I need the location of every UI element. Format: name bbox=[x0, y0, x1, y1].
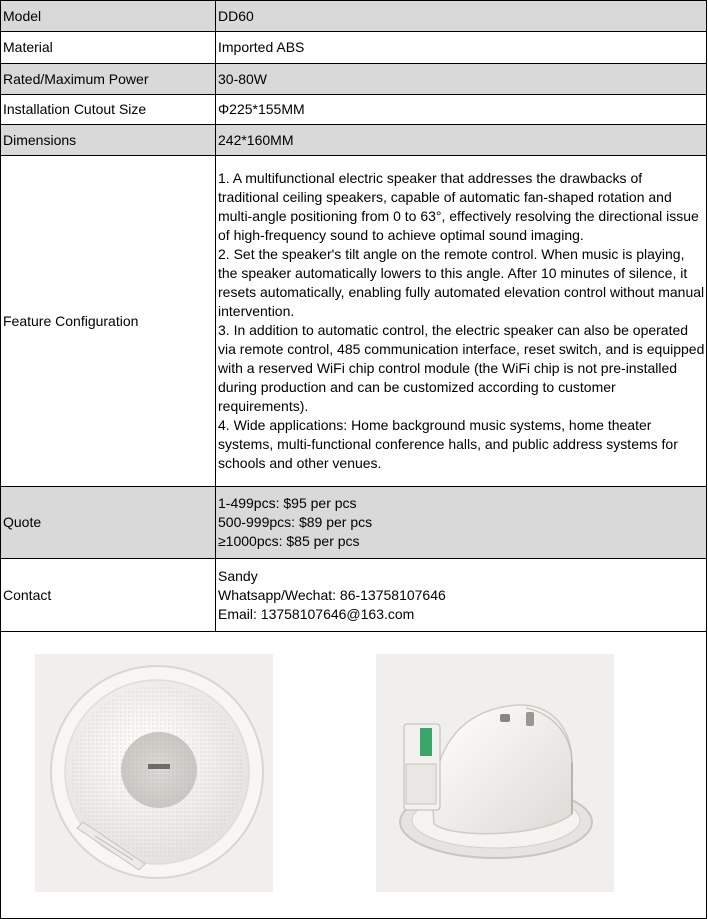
contact-value bbox=[216, 559, 707, 632]
feature-item-1: 1. A multifunctional electric speaker that addresses the drawbacks of traditional ceiling speakers, capable of automatic fan-shaped rotation and multi-angle positioning from 0 to 63°, effectively resolving the directional issue of high-frequency sound to achieve optimal sound imaging. bbox=[218, 170, 699, 243]
row-contact bbox=[1, 559, 707, 632]
material-label: Material bbox=[1, 32, 216, 64]
row-power bbox=[1, 64, 707, 95]
cutout-value: Φ225*155MM bbox=[216, 95, 707, 125]
row-cutout bbox=[1, 95, 707, 125]
speaker-front-photo bbox=[35, 654, 273, 892]
power-value: 30-80W bbox=[216, 64, 707, 95]
features-label: Feature Configuration bbox=[1, 156, 216, 487]
row-quote bbox=[1, 487, 707, 559]
quote-label: Quote bbox=[1, 487, 216, 559]
model-value: DD60 bbox=[216, 1, 707, 32]
row-material bbox=[1, 32, 707, 64]
material-value: Imported ABS bbox=[216, 32, 707, 64]
contact-email: Email: 13758107646@163.com bbox=[218, 605, 415, 622]
features-value bbox=[216, 156, 707, 487]
speaker-front-image bbox=[35, 654, 273, 892]
row-model bbox=[1, 1, 707, 32]
dimensions-value: 242*160MM bbox=[216, 125, 707, 156]
quote-line-1: 1-499pcs: $95 per pcs bbox=[218, 495, 357, 511]
contact-label: Contact bbox=[1, 559, 216, 632]
speaker-side-photo bbox=[376, 654, 614, 892]
quote-value bbox=[216, 487, 707, 559]
model-label: Model bbox=[1, 1, 216, 32]
quote-line-2: 500-999pcs: $89 per pcs bbox=[218, 514, 373, 530]
feature-item-3: 3. In addition to automatic control, the electric speaker can also be operated via remote control, 485 communication interface, reset switch, and is equipped with a reserved WiFi chip control module (the WiFi chip is not pre-installed during production and can be customized according to customer requirements). bbox=[218, 322, 705, 414]
feature-item-4: 4. Wide applications: Home background music systems, home theater systems, multi-functional conference halls, and public address systems for schools and other venues. bbox=[218, 417, 678, 471]
contact-name: Sandy bbox=[218, 567, 258, 584]
cutout-label: Installation Cutout Size bbox=[1, 95, 216, 125]
quote-line-3: ≥1000pcs: $85 per pcs bbox=[218, 533, 360, 549]
row-features bbox=[1, 156, 707, 487]
power-label: Rated/Maximum Power bbox=[1, 64, 216, 95]
dimensions-label: Dimensions bbox=[1, 125, 216, 156]
row-dimensions bbox=[1, 125, 707, 156]
speaker-side-image bbox=[376, 654, 614, 892]
feature-item-2: 2. Set the speaker's tilt angle on the remote control. When music is playing, the speaker automatically lowers to this angle. After 10 minutes of silence, it resets automatically, enabling fully automated elevation control without manual intervention. bbox=[218, 246, 705, 319]
product-photos bbox=[0, 631, 707, 919]
contact-whatsapp: Whatsapp/Wechat: 86-13758107646 bbox=[218, 586, 446, 603]
